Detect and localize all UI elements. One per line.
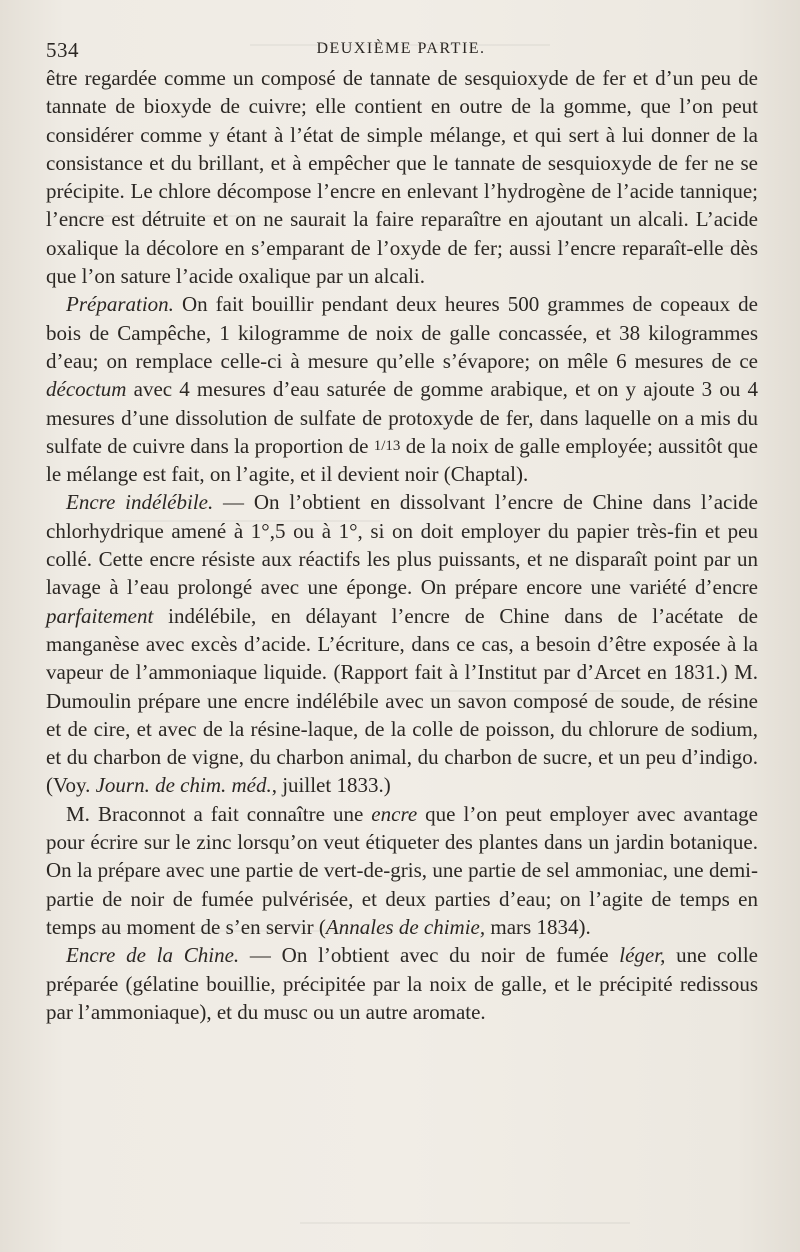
body-text — [46, 64, 758, 1026]
italic-text: décoctum — [46, 377, 127, 402]
paragraph — [46, 64, 758, 290]
text-run: M. Braconnot a fait connaître une — [66, 801, 372, 826]
italic-text: Encre de la Chine. — [66, 943, 240, 968]
text-run: être regardée comme un composé de tannate de sesquioxyde de fer et d’un peu de tannate de bioxyde de cuivre; elle contient en outre de la gomme, que l’on peut considérer comme y étant à l’état de simple mélange, et qui sert à lui donner de la consistance et du brillant, et à empêcher que le tannate de sesquioxyde de fer ne se précipite. Le chlore décompose l’encre en enlevant l’hydrogène de l’acide tannique; l’encre est détruite et on ne saurait la faire reparaître en ajoutant un alcali. L’acide oxalique la décolore en s’emparant de l’oxyde de fer; aussi l’encre reparaît-elle dès que l’on sature l’acide oxalique par un alcali. — [46, 66, 758, 289]
italic-text: parfaitement — [46, 603, 154, 628]
italic-text: Encre indélébile. — [66, 490, 214, 515]
text-run: de la noix de galle employée; aussitôt que le mélange est fait, on l’agite, et il devient noir (Chaptal). — [46, 433, 759, 487]
text-run: On fait bouillir pendant deux heures 500 grammes de copeaux de bois de Campêche, 1 kilogramme de noix de galle concassée, et 38 kilogrammes d’eau; on remplace celle-ci à mesure qu’elle s’évapore; on mêle 6 mesures de ce — [46, 292, 758, 373]
paragraph — [46, 800, 758, 941]
text-run: que l’on peut employer avec avantage pour écrire sur le zinc lorsqu’on veut étiqueter des plantes dans un jardin botanique. On la prépare avec une partie de vert-de-gris, une partie de sel ammoniac, une demi-partie de noir de fumée pulvérisée, et deux parties d’eau; on l’agite de temps en temps au moment de s’en servir ( — [46, 801, 758, 939]
text-run: mars 1834). — [485, 914, 591, 939]
text-run: avec 4 mesures d’eau saturée de gomme arabique, et on y ajoute 3 ou 4 mesures d’une dissolution de sulfate de protoxyde de fer, dans laquelle on a mis du sulfate de cuivre dans la proportion de — [46, 377, 758, 458]
paragraph — [46, 290, 758, 488]
running-title: DEUXIÈME PARTIE. — [316, 40, 486, 57]
page-number: 534 — [46, 38, 79, 62]
paragraph — [46, 941, 758, 1026]
fraction: 1/13 — [373, 437, 401, 454]
text-run: — On l’obtient en dissolvant l’encre de Chine dans l’acide chlorhydrique amené à 1°,5 ou à 1°, si on doit employer du papier très-fin et peu collé. Cette encre résiste aux réactifs les plus puissants, et ne disparaît point par un lavage à l’eau prolongé avec une éponge. On prépare encore une variété d’encre — [46, 490, 758, 600]
text-run: — On l’obtient avec du noir de fumée — [239, 943, 620, 968]
italic-text: encre — [371, 801, 418, 826]
text-run: indélébile, en délayant l’encre de Chine dans de l’acétate de manganèse avec excès d’acide. L’écriture, dans ce cas, a besoin d’être exposée à la vapeur de l’ammoniaque liquide. (Rapport fait à l’Institut par d’Arcet en 1831.) M. Dumoulin prépare une encre indélébile avec un savon composé de soude, de résine et de cire, et avec de la résine-laque, de la colle de poisson, du chlorure de sodium, et du charbon de vigne, du charbon animal, du charbon de sucre, et un peu d’indigo. (Voy. — [46, 603, 758, 798]
italic-text: Annales de chimie, — [325, 914, 486, 939]
italic-text: léger, — [619, 943, 666, 968]
italic-text: Préparation. — [66, 292, 174, 317]
italic-text: Journ. de chim. méd. — [95, 773, 272, 798]
page-header — [46, 38, 756, 64]
text-run: , juillet 1833.) — [271, 773, 391, 798]
paragraph — [46, 488, 758, 799]
text-run: une colle préparée (gélatine bouillie, précipitée par la noix de galle, et le précipité redissous par l’ammoniaque), et du musc ou un autre aromate. — [46, 943, 758, 1024]
